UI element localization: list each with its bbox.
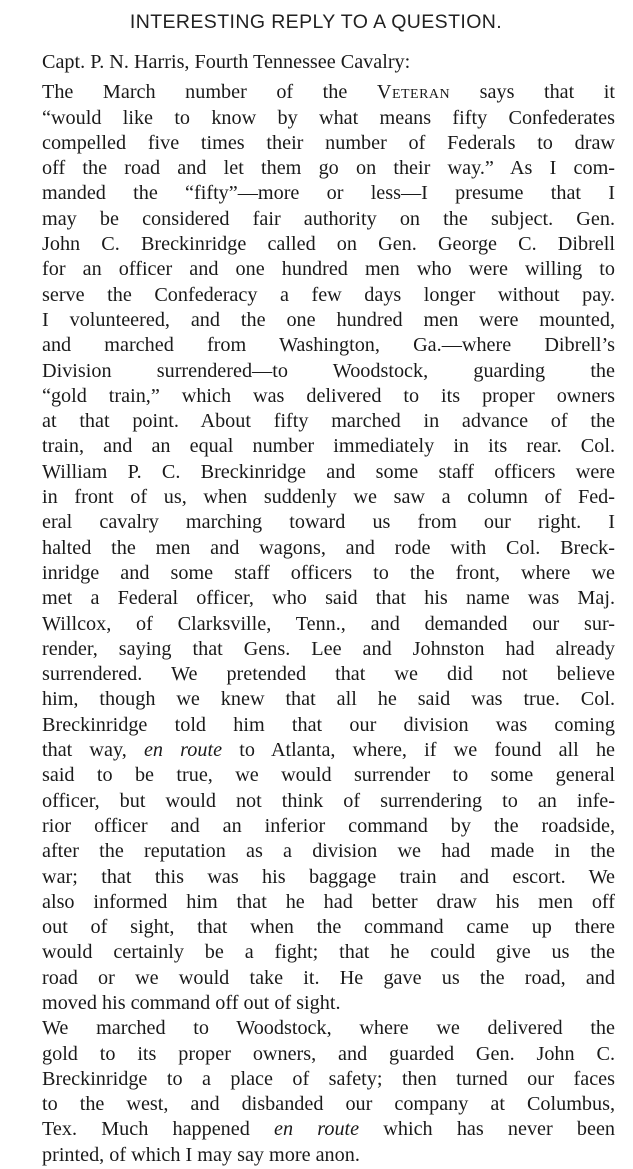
text-line: road or we would take it. He gave us the road, and (42, 966, 615, 989)
text-run: to Atlanta, where, if we found all he (222, 739, 615, 762)
text-line: John C. Breckinridge called on Gen. George C. Dibrell (42, 233, 615, 256)
text-line: I volunteered, and the one hundred men were mounted, (42, 308, 615, 331)
text-run: that way, (42, 739, 144, 762)
text-line: train, and an equal number immediately in its rear. Col. (42, 435, 615, 458)
text-line: off the road and let them go on their way.” As I com- (42, 157, 615, 180)
body-paragraph-2 (17, 1016, 615, 1168)
text-line: inridge and some staff officers to the front, where we (42, 561, 615, 584)
text-line: Willcox, of Clarksville, Tenn., and demanded our sur- (42, 612, 615, 635)
text-line: manded the “fifty”—more or less—I presume that I (42, 182, 615, 205)
text-line: in front of us, when suddenly we saw a column of Fed- (42, 486, 615, 509)
text-line: also informed him that he had better draw his men off (42, 890, 615, 913)
text-line (17, 738, 615, 763)
text-run: The March number of the (42, 81, 377, 104)
text-line (17, 1117, 615, 1142)
text-line: and marched from Washington, Ga.—where Dibrell’s (42, 334, 615, 357)
text-line: halted the men and wagons, and rode with Col. Breck- (42, 536, 615, 559)
text-run: Tex. Much happened (42, 1118, 275, 1141)
article-headline: INTERESTING REPLY TO A QUESTION. (129, 11, 503, 33)
text-line: at that point. About fifty marched in advance of the (42, 410, 615, 433)
text-line: met a Federal officer, who said that his name was Maj. (42, 587, 615, 610)
text-line: to the west, and disbanded our company at Columbus, (42, 1093, 615, 1116)
text-run: says that it (450, 81, 615, 104)
text-line: rior officer and an inferior command by the roadside, (42, 814, 615, 837)
text-line: serve the Confederacy a few days longer without pay. (42, 283, 615, 306)
text-line: William P. C. Breckinridge and some staff officers were (42, 460, 615, 483)
italic-phrase: en route (143, 739, 223, 762)
text-line: render, saying that Gens. Lee and Johnston had already (42, 637, 615, 660)
text-line: war; that this was his baggage train and escort. We (42, 865, 615, 888)
text-line: Breckinridge to a place of safety; then turned our faces (42, 1067, 615, 1090)
text-line: for an officer and one hundred men who were willing to (42, 258, 615, 281)
italic-phrase: en route (274, 1118, 360, 1141)
text-line: said to be true, we would surrender to some general (42, 764, 615, 787)
text-line: Breckinridge told him that our division was coming (42, 713, 615, 736)
text-line: may be considered fair authority on the subject. Gen. (42, 207, 615, 230)
text-line: “would like to know by what means fifty Confederates (42, 106, 615, 129)
text-line: eral cavalry marching toward us from our right. I (42, 511, 615, 534)
text-line: Division surrendered—to Woodstock, guarding the (42, 359, 615, 382)
text-run: which has never been (359, 1118, 616, 1141)
text-line: We marched to Woodstock, where we delivered the (42, 1017, 615, 1040)
text-line: printed, of which I may say more anon. (42, 1143, 360, 1166)
text-line: “gold train,” which was delivered to its proper owners (42, 384, 615, 407)
text-line: him, though we knew that all he said was true. Col. (42, 688, 615, 711)
text-line: officer, but would not think of surrendering to an infe- (42, 789, 615, 812)
text-line: surrendered. We pretended that we did not believe (42, 663, 615, 686)
salutation-line: Capt. P. N. Harris, Fourth Tennessee Cavalry: (42, 51, 411, 73)
article (17, 0, 615, 1168)
text-line: out of sight, that when the command came up there (42, 916, 615, 939)
publication-name: Veteran (376, 81, 451, 104)
text-line (17, 80, 615, 105)
text-line: gold to its proper owners, and guarded Gen. John C. (42, 1042, 615, 1065)
text-line: compelled five times their number of Federals to draw (42, 131, 615, 154)
body-paragraph-1 (17, 80, 615, 1016)
text-line: after the reputation as a division we had made in the (42, 840, 615, 863)
text-line: would certainly be a fight; that he could give us the (42, 941, 615, 964)
text-line: moved his command off out of sight. (42, 991, 341, 1014)
